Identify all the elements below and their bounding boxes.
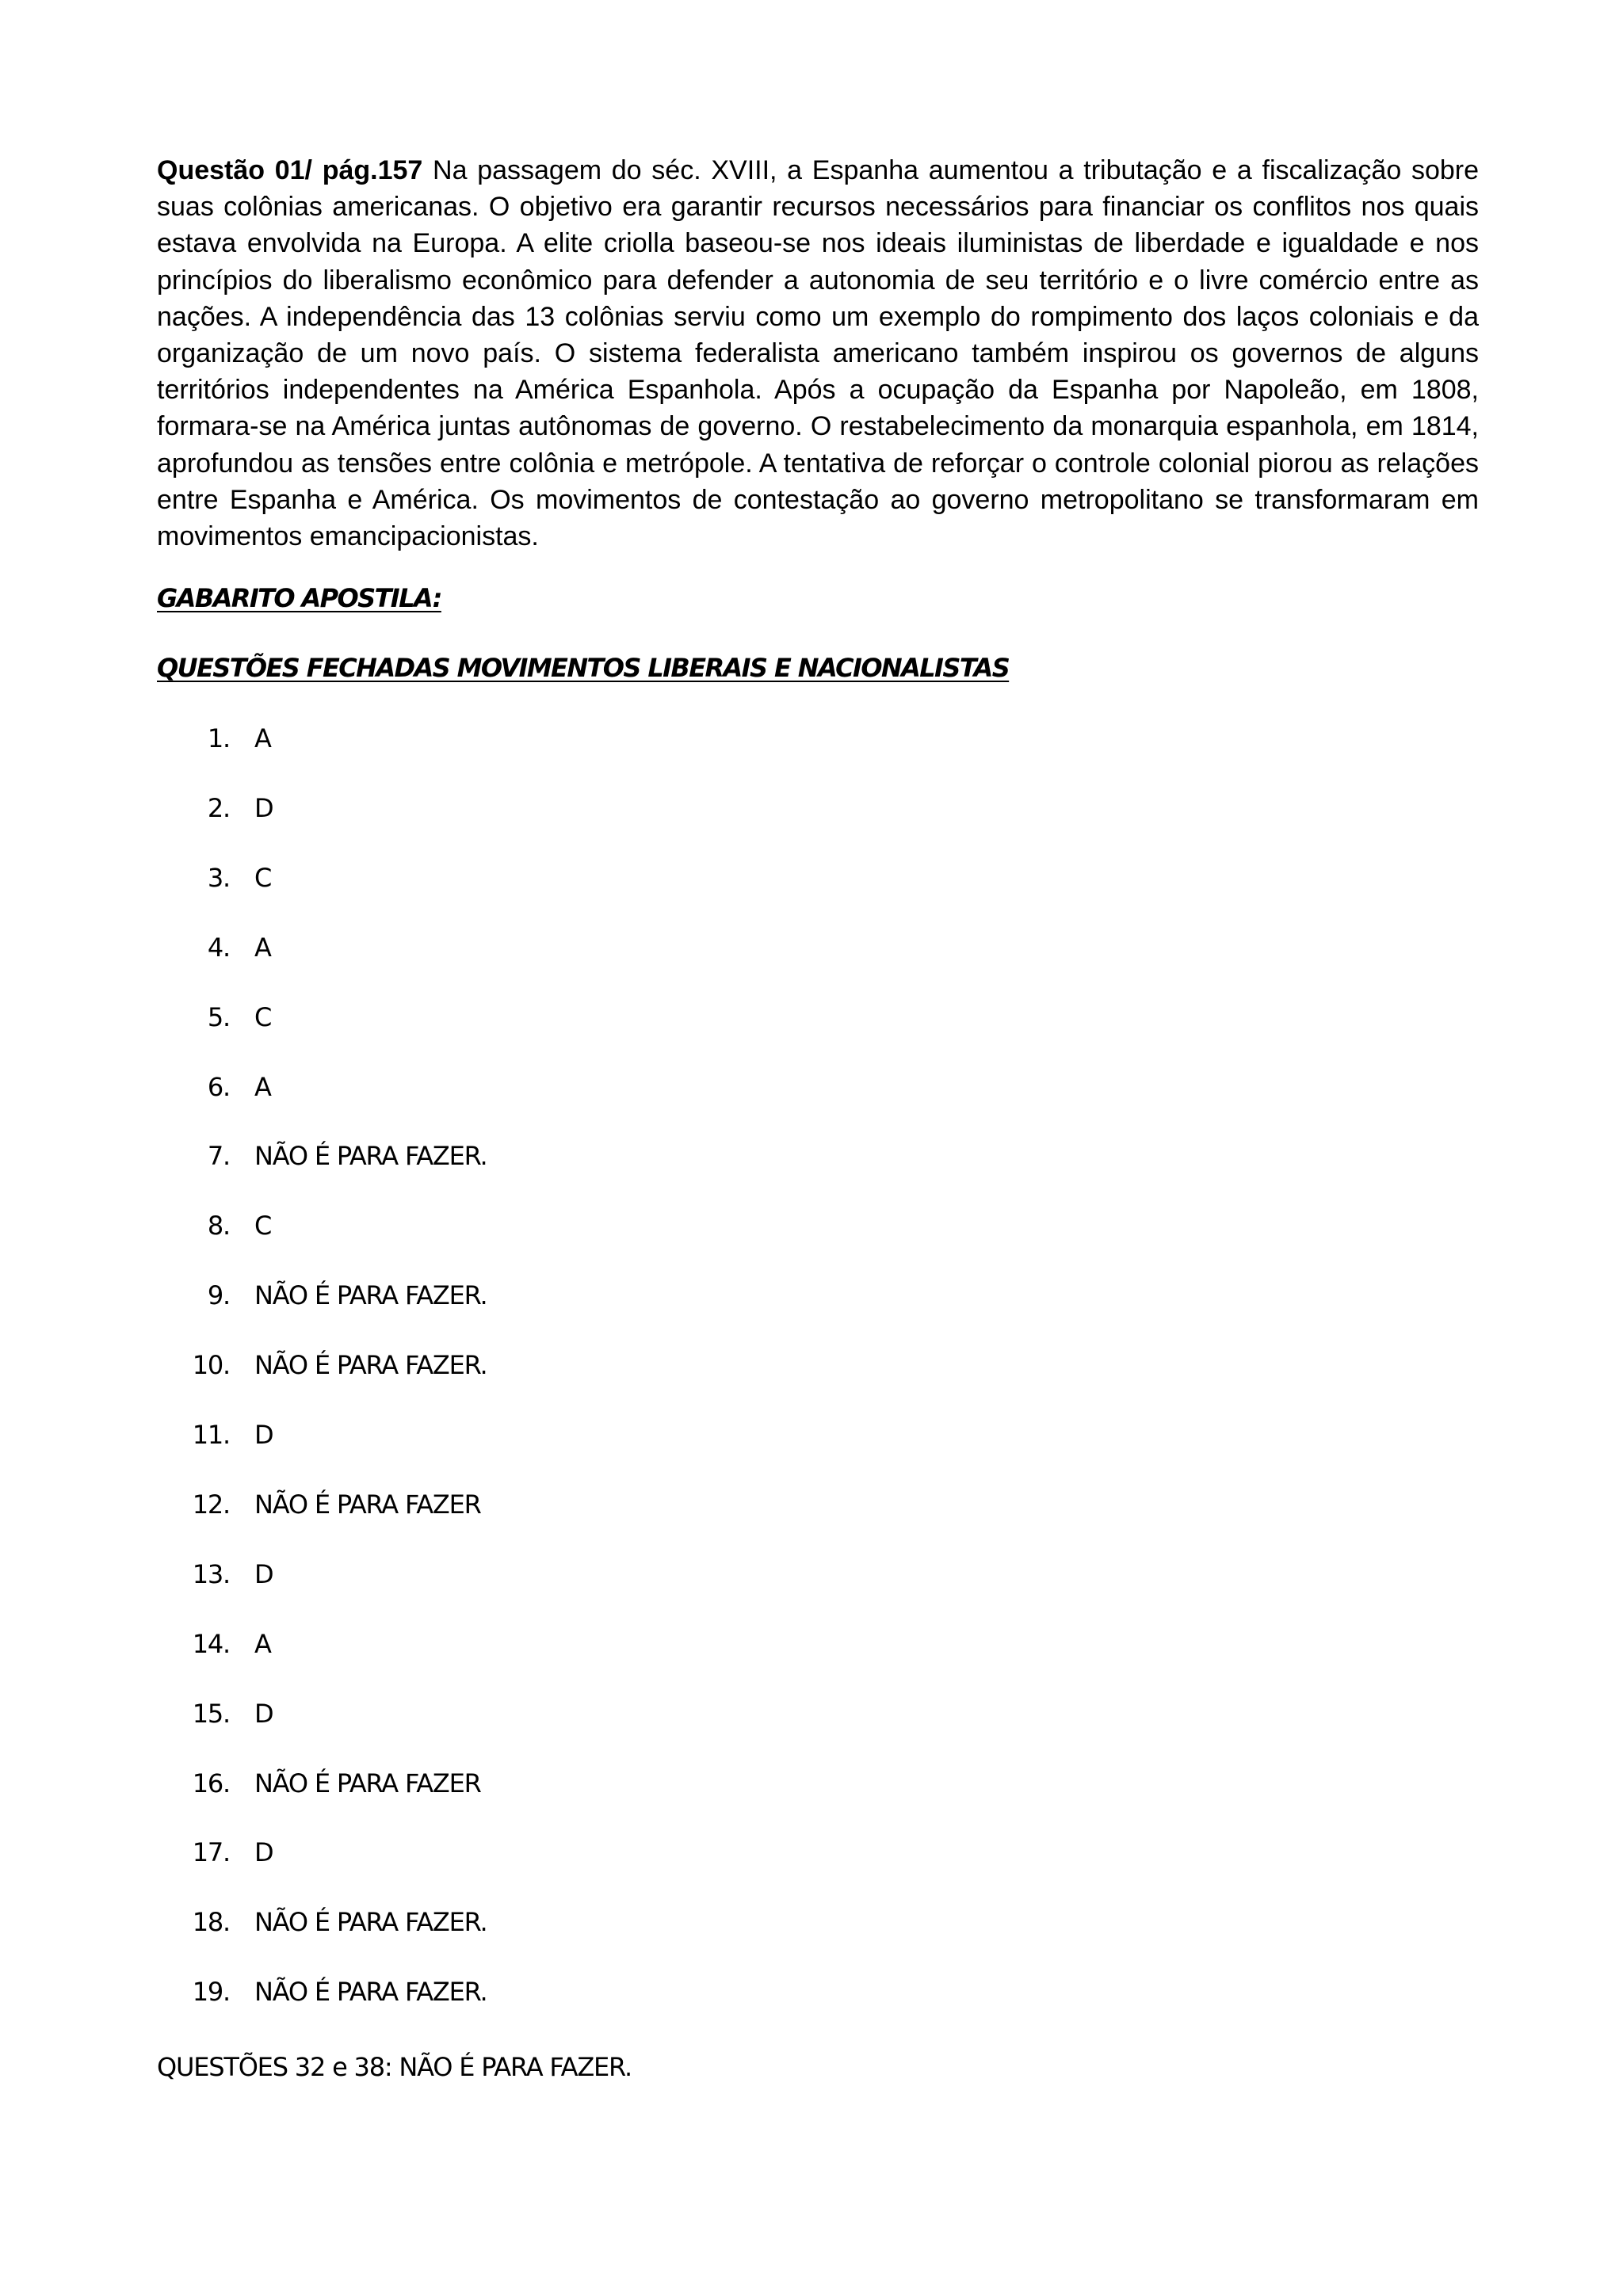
list-item-answer: C <box>254 862 272 893</box>
section-heading <box>157 653 1009 683</box>
footer-note: QUESTÕES 32 e 38: NÃO É PARA FAZER. <box>157 2052 632 2082</box>
list-item-answer: NÃO É PARA FAZER. <box>254 1977 487 2008</box>
list-item-number: 18. <box>192 1907 230 1938</box>
list-item-answer: D <box>254 1698 273 1729</box>
list-item-answer: D <box>254 792 273 823</box>
list-item-number: 4. <box>207 932 230 963</box>
list-item-answer: NÃO É PARA FAZER. <box>254 1280 487 1311</box>
list-item-answer: A <box>254 932 271 963</box>
list-item-number: 10. <box>192 1350 230 1381</box>
list-item-number: 7. <box>207 1141 230 1172</box>
list-item-number: 6. <box>207 1071 230 1102</box>
question-text: Na passagem do séc. XVIII, a Espanha aumentou a tributação e a fiscalização sobre suas colônias americanas. O objetivo era garantir recursos necessários para financiar os conflitos nos quais estava envolvida na Europa. A elite criolla baseou-se nos ideais iluministas de liberdade e igualdade e nos princípios do liberalismo econômico para defender a autonomia de seu território e o livre comércio entre as nações. A independência das 13 colônias serviu como um exemplo do rompimento dos laços coloniais e da organização de um novo país. O sistema federalista americano também inspirou os governos de alguns territórios independentes na América Espanhola. Após a ocupação da Espanha por Napoleão, em 1808, formara-se na América juntas autônomas de governo. O restabelecimento da monarquia espanhola, em 1814, aprofundou as tensões entre colônia e metrópole. A tentativa de reforçar o controle colonial piorou as relações entre Espanha e América. Os movimentos de contestação ao governo metropolitano se transformaram em movimentos emancipacionistas. <box>157 155 1479 552</box>
list-item-number: 11. <box>192 1420 230 1450</box>
list-item-answer: A <box>254 1071 271 1102</box>
question-paragraph <box>157 152 1479 555</box>
list-item-number: 13. <box>192 1558 230 1589</box>
list-item-answer: NÃO É PARA FAZER. <box>254 1907 487 1938</box>
list-item-number: 17. <box>192 1837 230 1868</box>
list-item-answer: NÃO É PARA FAZER <box>254 1489 481 1520</box>
list-item-answer: D <box>254 1558 273 1589</box>
list-item-number: 14. <box>192 1628 230 1659</box>
list-item-number: 2. <box>207 792 230 823</box>
list-item-number: 15. <box>192 1698 230 1729</box>
list-item-answer: A <box>254 723 271 753</box>
answer-key-heading <box>157 583 441 613</box>
list-item-answer: A <box>254 1628 271 1659</box>
list-item-number: 1. <box>207 723 230 753</box>
list-item-number: 8. <box>207 1211 230 1241</box>
list-item-number: 9. <box>207 1280 230 1311</box>
list-item-answer: C <box>254 1001 272 1032</box>
list-item-answer: D <box>254 1420 273 1450</box>
list-item-answer: NÃO É PARA FAZER. <box>254 1141 487 1172</box>
list-item-number: 3. <box>207 862 230 893</box>
list-item-answer: NÃO É PARA FAZER. <box>254 1350 487 1381</box>
list-item-number: 12. <box>192 1489 230 1520</box>
question-label: Questão 01/ pág.157 <box>157 155 423 185</box>
list-item-answer: D <box>254 1837 273 1868</box>
list-item-answer: NÃO É PARA FAZER <box>254 1768 481 1798</box>
list-item-answer: C <box>254 1211 272 1241</box>
answer-key-heading-text: GABARITO APOSTILA: <box>157 583 441 613</box>
list-item-number: 16. <box>192 1768 230 1798</box>
section-heading-text: QUESTÕES FECHADAS MOVIMENTOS LIBERAIS E NACIONALISTAS <box>157 653 1010 683</box>
list-item-number: 19. <box>192 1977 230 2008</box>
list-item-number: 5. <box>207 1001 230 1032</box>
